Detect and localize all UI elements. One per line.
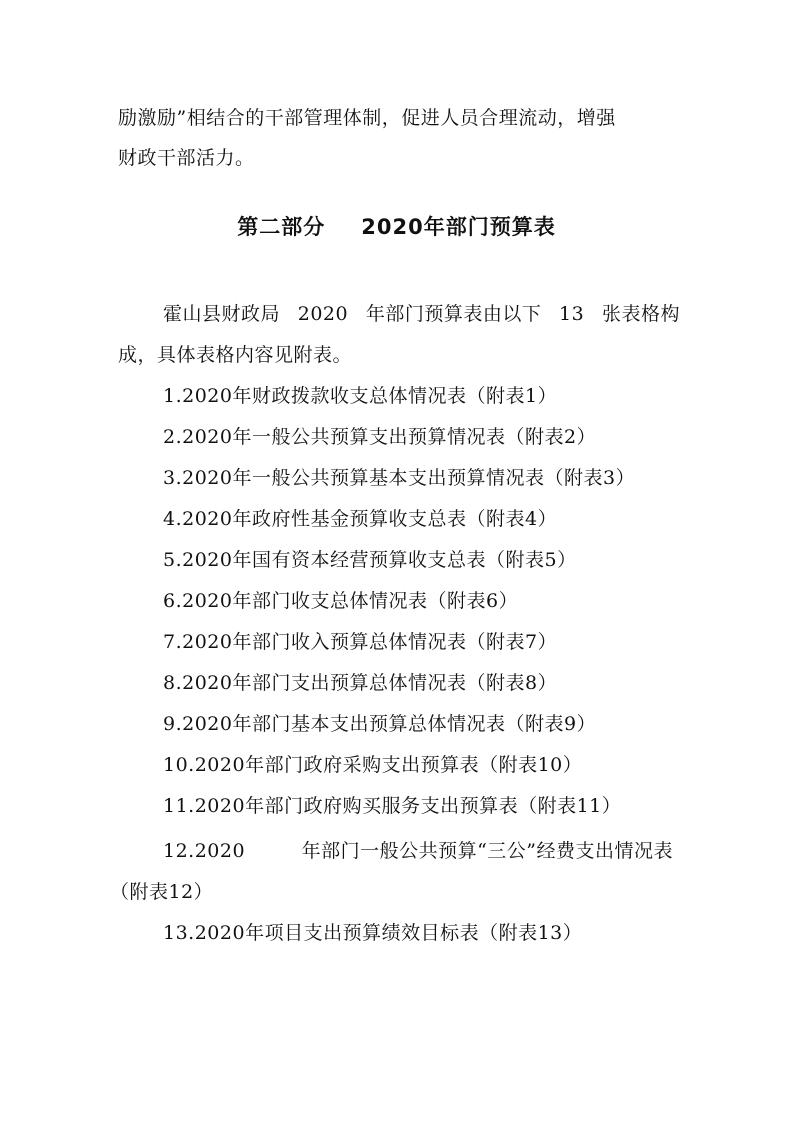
paragraph-line-2: 成，具体表格内容见附表。	[118, 344, 353, 366]
list-item: 1.2020年财政拨款收支总体情况表（附表1）	[163, 385, 558, 407]
intro-line-2: 财政干部活力。	[118, 147, 255, 169]
list-item-12-text: 年部门一般公共预算“三公”经费支出情况表	[301, 840, 673, 862]
section-heading	[0, 212, 793, 242]
list-item: 3.2020年一般公共预算基本支出预算情况表（附表3）	[163, 467, 636, 489]
list-item-12-line-1	[163, 838, 673, 864]
list-item-12-number: 12.2020	[163, 840, 246, 862]
intro-line-1: 励激励”相结合的干部管理体制，促进人员合理流动，增强	[118, 107, 616, 129]
paragraph-part: 年部门预算表由以下	[365, 303, 542, 325]
list-item: 11.2020年部门政府购买服务支出预算表（附表11）	[163, 795, 622, 817]
list-item: 4.2020年政府性基金预算收支总表（附表4）	[163, 508, 558, 530]
paragraph-part: 张表格构	[601, 303, 680, 325]
list-item: 13.2020年项目支出预算绩效目标表（附表13）	[163, 922, 583, 944]
paragraph-part: 2020	[297, 303, 349, 325]
list-item: 6.2020年部门收支总体情况表（附表6）	[163, 590, 519, 612]
paragraph-line-1	[163, 301, 680, 327]
list-item: 5.2020年国有资本经营预算收支总表（附表5）	[163, 549, 577, 571]
paragraph-part: 霍山县财政局	[163, 303, 281, 325]
list-item-12-line-2: （附表12）	[110, 881, 214, 903]
paragraph-part: 13	[559, 303, 585, 325]
section-part-label: 第二部分	[237, 215, 326, 239]
list-item: 9.2020年部门基本支出预算总体情况表（附表9）	[163, 713, 597, 735]
list-item: 7.2020年部门收入预算总体情况表（附表7）	[163, 631, 558, 653]
list-item: 10.2020年部门政府采购支出预算表（附表10）	[163, 754, 583, 776]
section-title: 2020年部门预算表	[361, 215, 556, 239]
list-item: 2.2020年一般公共预算支出预算情况表（附表2）	[163, 426, 597, 448]
list-item: 8.2020年部门支出预算总体情况表（附表8）	[163, 672, 558, 694]
